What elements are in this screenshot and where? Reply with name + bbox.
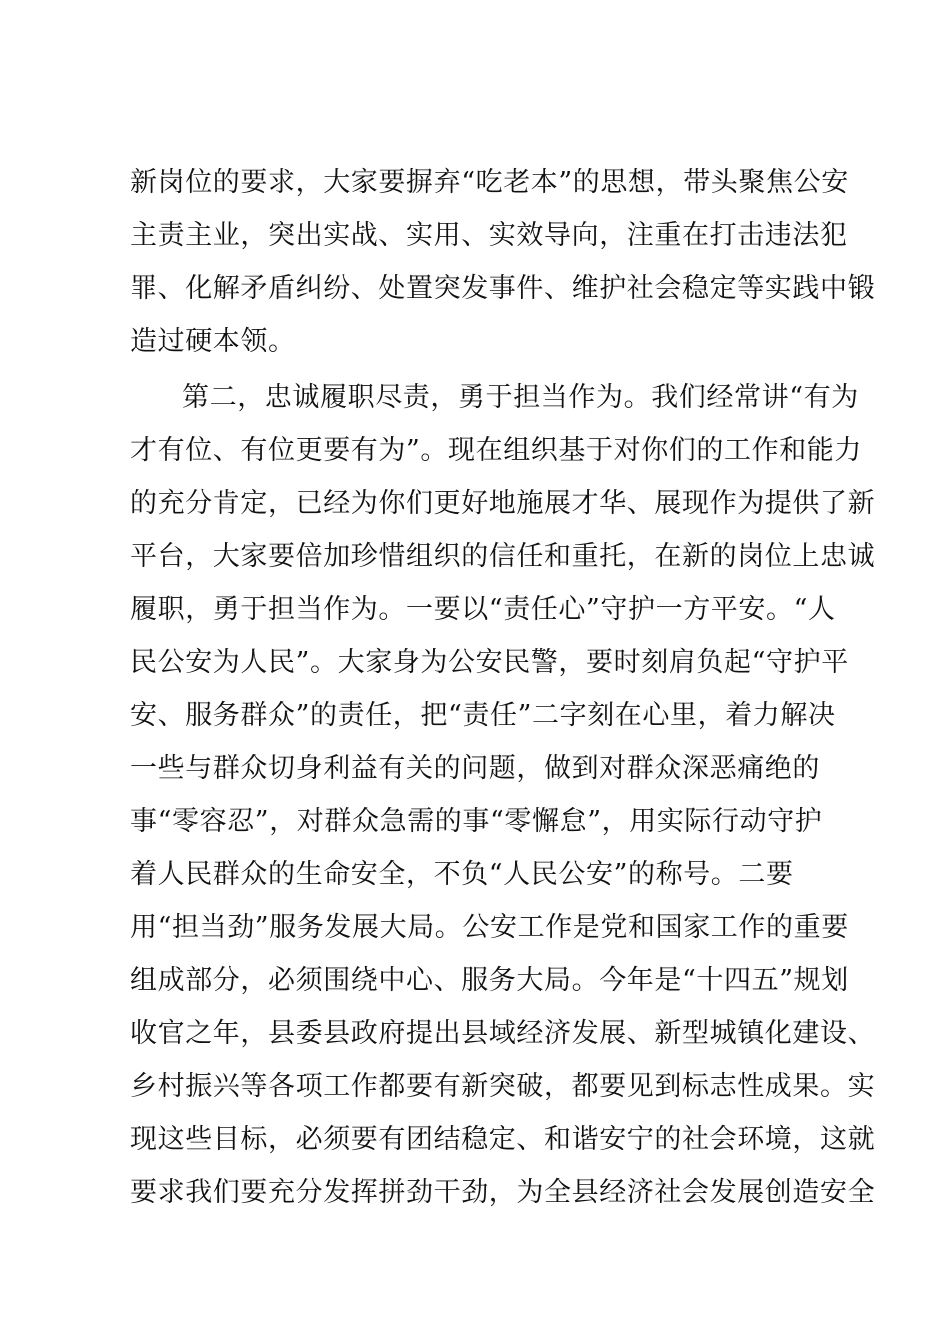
text-line: 造过硬本领。 <box>130 326 296 357</box>
text-line: 着人民群众的生命安全，不负“人民公安”的称号。二要 <box>130 859 794 890</box>
text-line: 用“担当劲”服务发展大局。公安工作是党和国家工作的重要 <box>130 912 849 943</box>
text-line: 收官之年，县委县政府提出县域经济发展、新型城镇化建设、 <box>130 1018 876 1049</box>
text-line: 才有位、有位更要有为”。现在组织基于对你们的工作和能力 <box>130 435 863 466</box>
text-line: 一些与群众切身利益有关的问题，做到对群众深恶痛绝的 <box>130 753 820 784</box>
text-line: 履职，勇于担当作为。一要以“责任心”守护一方平安。“人 <box>130 594 836 625</box>
text-line: 平台，大家要倍加珍惜组织的信任和重托，在新的岗位上忠诚 <box>130 541 876 572</box>
text-line: 要求我们要充分发挥拼劲干劲，为全县经济社会发展创造安全 <box>130 1177 876 1208</box>
text-line: 安、服务群众”的责任，把“责任”二字刻在心里，着力解决 <box>130 700 836 731</box>
text-line: 的充分肯定，已经为你们更好地施展才华、展现作为提供了新 <box>130 488 876 519</box>
text-line: 新岗位的要求，大家要摒弃“吃老本”的思想，带头聚焦公安 <box>130 167 849 198</box>
text-line: 事“零容忍”，对群众急需的事“零懈怠”，用实际行动守护 <box>130 806 823 837</box>
text-line: 乡村振兴等各项工作都要有新突破，都要见到标志性成果。实 <box>130 1071 876 1102</box>
text-line: 组成部分，必须围绕中心、服务大局。今年是“十四五”规划 <box>130 965 849 996</box>
text-line: 罪、化解矛盾纠纷、处置突发事件、维护社会稳定等实践中锻 <box>130 273 876 304</box>
paragraph-start-line: 第二，忠诚履职尽责，勇于担当作为。我们经常讲“有为 <box>182 382 859 413</box>
text-line: 现这些目标，必须要有团结稳定、和谐安宁的社会环境，这就 <box>130 1124 876 1155</box>
text-line: 主责主业，突出实战、实用、实效导向，注重在打击违法犯 <box>130 220 848 251</box>
text-line: 民公安为人民”。大家身为公安民警，要时刻肩负起“守护平 <box>130 647 849 678</box>
body-text <box>130 156 876 1219</box>
